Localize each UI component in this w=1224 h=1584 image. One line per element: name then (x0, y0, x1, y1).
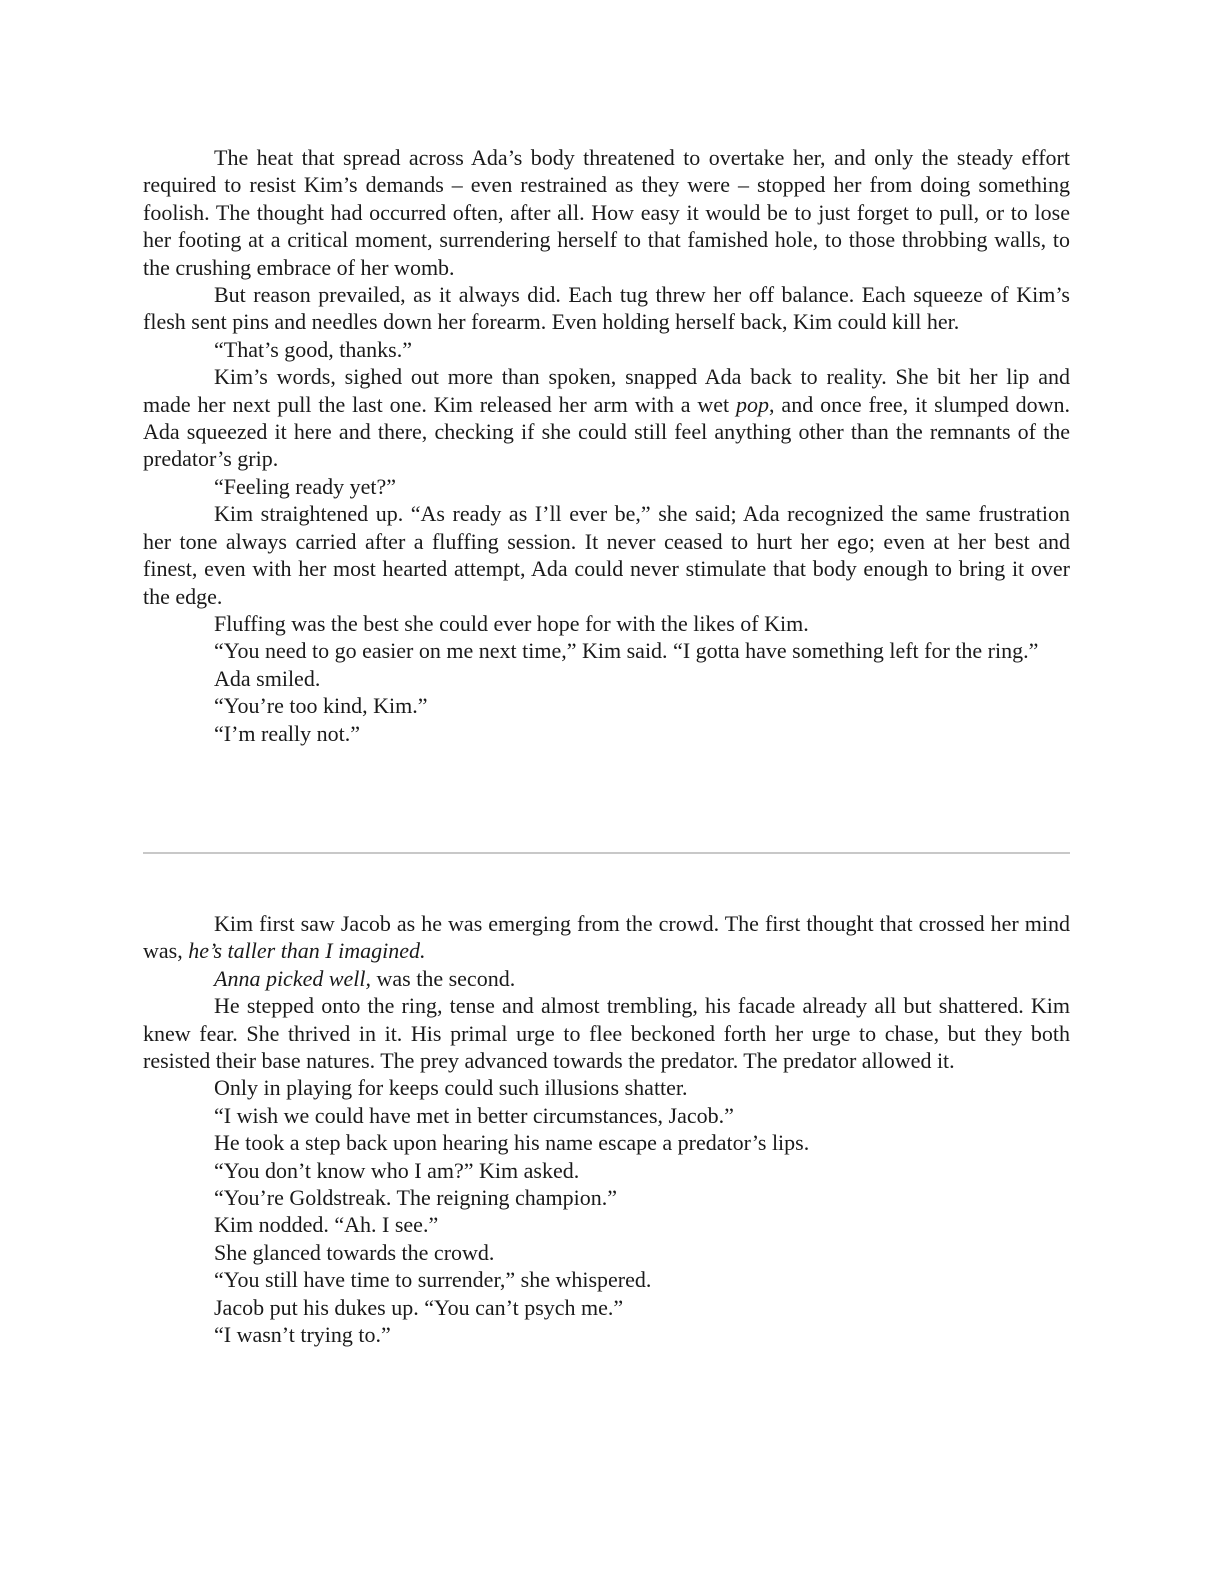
emphasis-text: he’s taller than I imagined. (188, 938, 426, 964)
paragraph-text: Kim’s words, sighed out more than spoken, snapped Ada back to reality. She bit her lip and made her next pull the last one. Kim released her arm with a wet (143, 364, 1070, 417)
paragraph (143, 910, 1070, 965)
paragraph: She glanced towards the crowd. (214, 1239, 495, 1265)
paragraph: He stepped onto the ring, tense and almost trembling, his facade already all but shattered. Kim knew fear. She thrived in it. His primal urge to flee beckoned forth her urge to chase, but they both resisted their base natures. The prey advanced towards the predator. The predator allowed it. (143, 993, 1070, 1074)
story-section-2 (143, 910, 1070, 1349)
paragraph: “You don’t know who I am?” Kim asked. (214, 1157, 580, 1183)
paragraph: Jacob put his dukes up. “You can’t psych me.” (214, 1294, 624, 1320)
emphasis-text: Anna picked well, (214, 965, 372, 991)
paragraph (143, 965, 1070, 992)
paragraph: Fluffing was the best she could ever hope for with the likes of Kim. (214, 610, 809, 636)
paragraph-text: Kim first saw Jacob as he was emerging from the crowd. The first thought that crossed her mind was, (143, 911, 1070, 964)
paragraph: But reason prevailed, as it always did. Each tug threw her off balance. Each squeeze of Kim’s flesh sent pins and needles down her forearm. Even holding herself back, Kim could kill her. (143, 282, 1070, 335)
paragraph: Only in playing for keeps could such illusions shatter. (214, 1075, 688, 1101)
paragraph-text: was the second. (371, 965, 516, 991)
paragraph: Ada smiled. (214, 665, 321, 691)
paragraph: “You still have time to surrender,” she whispered. (214, 1267, 652, 1293)
paragraph (143, 363, 1070, 473)
paragraph: “You’re Goldstreak. The reigning champion.” (214, 1185, 618, 1211)
paragraph: Kim straightened up. “As ready as I’ll ever be,” she said; Ada recognized the same frustration her tone always carried after a fluffing session. It never ceased to hurt her ego; even at her best and finest, even with her most hearted attempt, Ada could never stimulate that body enough to bring it over the edge. (143, 501, 1070, 609)
paragraph: He took a step back upon hearing his name escape a predator’s lips. (214, 1130, 810, 1156)
paragraph: “I’m really not.” (214, 720, 360, 746)
paragraph: “You need to go easier on me next time,” Kim said. “I gotta have something left for the ring.” (214, 638, 1039, 664)
section-divider (143, 852, 1070, 854)
paragraph: The heat that spread across Ada’s body threatened to overtake her, and only the steady effort required to resist Kim’s demands – even restrained as they were – stopped her from doing something foolish. The thought had occurred often, after all. How easy it would be to just forget to pull, or to lose her footing at a critical moment, surrendering herself to that famished hole, to those throbbing walls, to the crushing embrace of her womb. (143, 145, 1070, 280)
paragraph: “I wasn’t trying to.” (214, 1322, 391, 1348)
paragraph: “That’s good, thanks.” (214, 336, 412, 362)
paragraph: “I wish we could have met in better circumstances, Jacob.” (214, 1102, 734, 1128)
emphasis-text: pop (736, 391, 770, 417)
paragraph: “Feeling ready yet?” (214, 473, 397, 499)
paragraph-text: , and once free, it slumped down. Ada squeezed it here and there, checking if she could still feel anything other than the remnants of the predator’s grip. (143, 391, 1071, 472)
paragraph: “You’re too kind, Kim.” (214, 693, 428, 719)
paragraph: Kim nodded. “Ah. I see.” (214, 1212, 439, 1238)
story-section-1 (143, 144, 1070, 747)
